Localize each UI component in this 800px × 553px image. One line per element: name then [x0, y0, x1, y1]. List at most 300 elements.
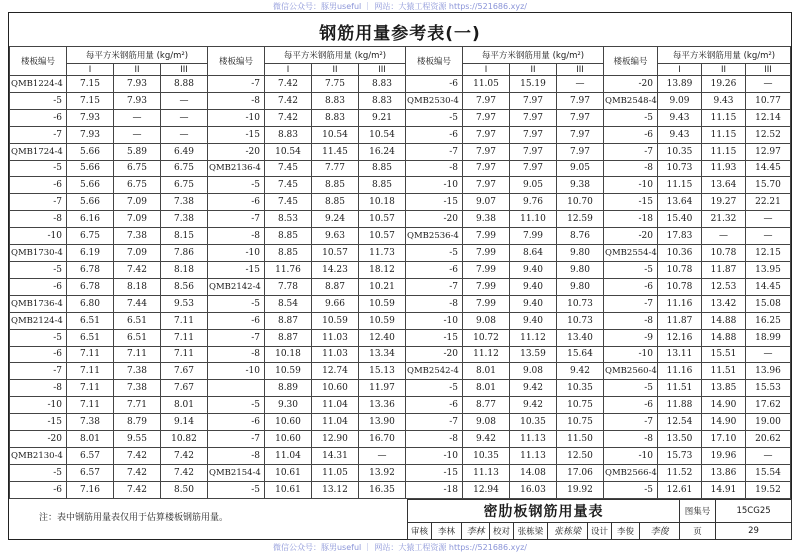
rebar-value: 7.42: [161, 464, 208, 481]
header-slab-code: 楼板编号: [10, 47, 67, 76]
rebar-value: 9.80: [557, 245, 604, 262]
drawing-sheet: [8, 12, 792, 540]
rebar-value: 9.30: [265, 397, 312, 414]
table-row: [604, 329, 791, 346]
rebar-value: 16.70: [359, 431, 406, 448]
rebar-value: 10.75: [557, 414, 604, 431]
rebar-value: 6.57: [67, 464, 114, 481]
table-row: [604, 481, 791, 498]
rebar-value: —: [746, 76, 791, 93]
rebar-value: 6.80: [67, 295, 114, 312]
table-row: [10, 295, 208, 312]
rebar-value: 6.19: [67, 245, 114, 262]
rebar-value: 12.50: [557, 447, 604, 464]
table-row: [208, 464, 406, 481]
rebar-value: 9.40: [510, 278, 557, 295]
header-usage: 每平方米钢筋用量 (kg/m²): [265, 47, 406, 64]
rebar-value: 9.80: [557, 261, 604, 278]
rebar-value: 9.09: [658, 92, 702, 109]
rebar-value: 13.86: [702, 464, 746, 481]
rebar-value: 7.16: [67, 481, 114, 498]
rebar-value: —: [746, 447, 791, 464]
rebar-value: 15.40: [658, 211, 702, 228]
rebar-value: 10.35: [510, 414, 557, 431]
rebar-value: 6.51: [114, 329, 161, 346]
table-row: [10, 431, 208, 448]
table-row: [604, 397, 791, 414]
rebar-value: 11.13: [463, 464, 510, 481]
table-row: [208, 160, 406, 177]
rebar-value: 11.88: [658, 397, 702, 414]
rebar-value: 11.50: [557, 431, 604, 448]
slab-code: -7: [604, 143, 658, 160]
rebar-value: 10.70: [557, 194, 604, 211]
table-row: [10, 397, 208, 414]
rebar-value: 12.16: [658, 329, 702, 346]
page-label: 页: [680, 522, 716, 539]
rebar-value: 11.10: [510, 211, 557, 228]
rebar-value: —: [161, 92, 208, 109]
slab-code: -5: [406, 109, 463, 126]
slab-code: -8: [406, 295, 463, 312]
rebar-value: 8.87: [265, 312, 312, 329]
rebar-value: 13.12: [312, 481, 359, 498]
rebar-value: 7.15: [67, 92, 114, 109]
rebar-value: 6.51: [67, 312, 114, 329]
table-row: [406, 346, 604, 363]
rebar-value: 14.90: [702, 397, 746, 414]
table-row: [10, 160, 208, 177]
rebar-value: —: [114, 126, 161, 143]
rebar-value: 6.75: [161, 160, 208, 177]
rebar-value: 7.93: [114, 76, 161, 93]
slab-code: QMB2130-4: [10, 447, 67, 464]
rebar-value: 10.72: [463, 329, 510, 346]
rebar-value: 10.60: [312, 380, 359, 397]
rebar-value: 9.42: [510, 380, 557, 397]
rebar-value: 9.43: [702, 92, 746, 109]
rebar-value: 15.54: [746, 464, 791, 481]
rebar-value: 13.64: [702, 177, 746, 194]
rebar-value: 8.01: [67, 431, 114, 448]
rebar-value: 14.88: [702, 312, 746, 329]
rebar-value: 14.45: [746, 160, 791, 177]
header-grade: I: [67, 64, 114, 76]
table-row: [406, 126, 604, 143]
rebar-value: 10.78: [658, 261, 702, 278]
rebar-value: 18.99: [746, 329, 791, 346]
table-row: [604, 363, 791, 380]
header-usage: 每平方米钢筋用量 (kg/m²): [658, 47, 791, 64]
rebar-value: 7.97: [463, 109, 510, 126]
rebar-value: 7.97: [463, 177, 510, 194]
table-row: [10, 76, 208, 93]
table-row: [10, 380, 208, 397]
rebar-value: 11.51: [658, 380, 702, 397]
table-row: [604, 295, 791, 312]
table-row: [406, 397, 604, 414]
rebar-value: 14.90: [702, 414, 746, 431]
slab-code: QMB2154-4: [208, 464, 265, 481]
rebar-value: 8.87: [265, 329, 312, 346]
rebar-value: 7.11: [67, 346, 114, 363]
table-row: [10, 194, 208, 211]
rebar-value: 7.42: [114, 464, 161, 481]
rebar-value: 7.42: [114, 447, 161, 464]
rebar-value: 8.18: [161, 261, 208, 278]
rebar-value: 7.75: [312, 76, 359, 93]
table-row: [604, 126, 791, 143]
rebar-value: 14.31: [312, 447, 359, 464]
rebar-value: 7.11: [67, 380, 114, 397]
slab-code: -6: [10, 278, 67, 295]
table-row: [406, 329, 604, 346]
rebar-value: 11.04: [312, 414, 359, 431]
rebar-value: 9.21: [359, 109, 406, 126]
rebar-value: 10.60: [265, 414, 312, 431]
rebar-value: 12.52: [746, 126, 791, 143]
table-row: [208, 245, 406, 262]
table-row: [208, 329, 406, 346]
rebar-value: 12.74: [312, 363, 359, 380]
slab-code: -5: [10, 92, 67, 109]
slab-code: -8: [604, 160, 658, 177]
table-row: [406, 447, 604, 464]
slab-code: -10: [604, 346, 658, 363]
rebar-value: 7.93: [114, 92, 161, 109]
rebar-value: 8.18: [114, 278, 161, 295]
table-row: [208, 481, 406, 498]
table-row: [10, 464, 208, 481]
rebar-value: 9.42: [463, 431, 510, 448]
rebar-value: 7.38: [161, 194, 208, 211]
rebar-value: 7.99: [463, 261, 510, 278]
table-row: [406, 194, 604, 211]
rebar-value: 12.59: [557, 211, 604, 228]
slab-code: -5: [208, 177, 265, 194]
rebar-value: 15.19: [510, 76, 557, 93]
rebar-value: 9.14: [161, 414, 208, 431]
slab-code: -9: [604, 329, 658, 346]
header-grade: III: [161, 64, 208, 76]
table-row: [208, 431, 406, 448]
header-usage: 每平方米钢筋用量 (kg/m²): [463, 47, 604, 64]
slab-code: -8: [604, 431, 658, 448]
rebar-value: 6.51: [114, 312, 161, 329]
rebar-table-block: [9, 46, 208, 499]
rebar-value: 5.66: [67, 143, 114, 160]
table-row: [10, 143, 208, 160]
table-row: [604, 228, 791, 245]
header-slab-code: 楼板编号: [208, 47, 265, 76]
slab-code: -6: [406, 126, 463, 143]
slab-code: -7: [10, 363, 67, 380]
rebar-value: 13.90: [359, 414, 406, 431]
rebar-value: 6.78: [67, 261, 114, 278]
rebar-value: 12.53: [702, 278, 746, 295]
table-row: [10, 414, 208, 431]
table-row: [604, 278, 791, 295]
slab-code: QMB2124-4: [10, 312, 67, 329]
rebar-value: —: [557, 76, 604, 93]
slab-code: -20: [406, 346, 463, 363]
rebar-value: 7.45: [265, 194, 312, 211]
rebar-value: 12.61: [658, 481, 702, 498]
rebar-value: 8.87: [312, 278, 359, 295]
rebar-value: 12.40: [359, 329, 406, 346]
rebar-value: 8.83: [359, 76, 406, 93]
rebar-value: 7.15: [67, 76, 114, 93]
rebar-value: 7.97: [463, 126, 510, 143]
rebar-value: 22.21: [746, 194, 791, 211]
rebar-value: 9.43: [658, 126, 702, 143]
rebar-value: 10.18: [265, 346, 312, 363]
rebar-value: 7.97: [557, 143, 604, 160]
table-row: [406, 177, 604, 194]
rebar-value: 10.35: [658, 143, 702, 160]
slab-code: -7: [208, 431, 265, 448]
rebar-value: 11.87: [702, 261, 746, 278]
table-row: [604, 76, 791, 93]
watermark-bottom: 微信公众号：豚男useful ｜ 网站：大猿工程资源 https://521686.xyz/: [272, 543, 528, 552]
rebar-value: 9.66: [312, 295, 359, 312]
rebar-value: 8.01: [463, 380, 510, 397]
rebar-value: 8.56: [161, 278, 208, 295]
rebar-value: 7.99: [510, 228, 557, 245]
slab-code: -6: [208, 194, 265, 211]
rebar-value: 8.85: [312, 177, 359, 194]
slab-code: QMB2542-4: [406, 363, 463, 380]
rebar-value: 10.54: [312, 126, 359, 143]
atlas-label: 图集号: [680, 500, 716, 523]
rebar-value: 6.16: [67, 211, 114, 228]
rebar-value: 9.40: [510, 295, 557, 312]
table-row: [10, 228, 208, 245]
rebar-value: 7.42: [265, 109, 312, 126]
header-grade: III: [557, 64, 604, 76]
header-grade: I: [463, 64, 510, 76]
slab-code: -5: [208, 295, 265, 312]
slab-code: -7: [406, 143, 463, 160]
rebar-value: 8.15: [161, 228, 208, 245]
header-grade: I: [265, 64, 312, 76]
rebar-value: 13.42: [702, 295, 746, 312]
rebar-value: 11.97: [359, 380, 406, 397]
drawing-name: 密肋板钢筋用量表: [408, 500, 680, 523]
rebar-value: 8.64: [510, 245, 557, 262]
rebar-value: 12.90: [312, 431, 359, 448]
rebar-value: —: [161, 126, 208, 143]
rebar-value: 12.14: [746, 109, 791, 126]
rebar-value: 10.54: [359, 126, 406, 143]
rebar-value: 9.24: [312, 211, 359, 228]
slab-code: -10: [208, 245, 265, 262]
slab-code: -10: [10, 228, 67, 245]
rebar-value: 10.59: [359, 312, 406, 329]
rebar-value: 11.03: [312, 346, 359, 363]
header-usage: 每平方米钢筋用量 (kg/m²): [67, 47, 208, 64]
table-row: [604, 109, 791, 126]
rebar-value: 8.83: [359, 92, 406, 109]
page-title: 钢筋用量参考表(一): [319, 24, 481, 44]
rebar-value: 7.42: [265, 76, 312, 93]
rebar-value: —: [702, 228, 746, 245]
rebar-table-block: [603, 46, 791, 499]
slab-code: -10: [10, 397, 67, 414]
slab-code: QMB2536-4: [406, 228, 463, 245]
slab-code: -20: [208, 143, 265, 160]
table-row: [208, 346, 406, 363]
rebar-value: 9.07: [463, 194, 510, 211]
rebar-value: 10.59: [312, 312, 359, 329]
rebar-value: 7.86: [161, 245, 208, 262]
rebar-table-block: [207, 46, 406, 499]
slab-code: -8: [208, 92, 265, 109]
rebar-value: 7.38: [114, 228, 161, 245]
reviewer-name: 李林: [432, 522, 462, 539]
rebar-value: 7.93: [67, 109, 114, 126]
rebar-value: 8.83: [312, 109, 359, 126]
slab-code: -7: [208, 211, 265, 228]
slab-code: -5: [406, 380, 463, 397]
rebar-value: —: [161, 109, 208, 126]
rebar-value: 6.51: [67, 329, 114, 346]
table-row: [406, 245, 604, 262]
slab-code: -15: [406, 329, 463, 346]
slab-code: -7: [10, 194, 67, 211]
table-row: [406, 211, 604, 228]
table-row: [208, 380, 406, 397]
table-row: [10, 211, 208, 228]
rebar-value: 10.18: [359, 194, 406, 211]
table-row: [406, 295, 604, 312]
table-row: [406, 464, 604, 481]
rebar-value: 8.53: [265, 211, 312, 228]
rebar-value: 13.64: [658, 194, 702, 211]
rebar-value: 8.83: [312, 92, 359, 109]
table-row: [406, 481, 604, 498]
rebar-value: 13.50: [658, 431, 702, 448]
rebar-value: 7.11: [161, 346, 208, 363]
rebar-value: 5.66: [67, 194, 114, 211]
rebar-value: 10.77: [746, 92, 791, 109]
slab-code: -7: [604, 295, 658, 312]
rebar-value: 10.57: [359, 228, 406, 245]
header-grade: II: [510, 64, 557, 76]
rebar-value: 11.93: [702, 160, 746, 177]
rebar-value: 10.36: [658, 245, 702, 262]
rebar-value: 7.11: [114, 346, 161, 363]
slab-code: -5: [10, 464, 67, 481]
rebar-value: 11.05: [463, 76, 510, 93]
rebar-value: 17.06: [557, 464, 604, 481]
table-row: [10, 312, 208, 329]
rebar-value: 7.99: [463, 278, 510, 295]
rebar-value: 13.85: [702, 380, 746, 397]
slab-code: -7: [406, 278, 463, 295]
rebar-value: 11.45: [312, 143, 359, 160]
rebar-value: 10.75: [557, 397, 604, 414]
header-slab-code: 楼板编号: [604, 47, 658, 76]
table-row: [604, 447, 791, 464]
slab-code: -10: [208, 363, 265, 380]
rebar-value: 7.38: [114, 380, 161, 397]
rebar-value: 7.97: [510, 143, 557, 160]
rebar-value: 7.42: [114, 261, 161, 278]
rebar-value: 15.73: [658, 447, 702, 464]
rebar-value: 12.15: [746, 245, 791, 262]
slab-code: -10: [604, 177, 658, 194]
header-grade: II: [312, 64, 359, 76]
checker-signature: 张栋梁: [548, 522, 588, 539]
slab-code: -7: [208, 76, 265, 93]
slab-code: -7: [406, 414, 463, 431]
rebar-value: 19.96: [702, 447, 746, 464]
slab-code: -8: [604, 312, 658, 329]
rebar-value: 7.11: [67, 363, 114, 380]
rebar-value: 9.08: [463, 414, 510, 431]
slab-code: -8: [208, 447, 265, 464]
slab-code: -5: [10, 329, 67, 346]
rebar-value: 7.97: [463, 143, 510, 160]
rebar-value: 11.04: [312, 397, 359, 414]
rebar-value: 8.85: [265, 228, 312, 245]
table-row: [10, 278, 208, 295]
rebar-value: 7.44: [114, 295, 161, 312]
rebar-value: 7.38: [114, 363, 161, 380]
table-row: [406, 160, 604, 177]
slab-code: QMB2548-4: [604, 92, 658, 109]
header-grade: III: [746, 64, 791, 76]
rebar-value: 15.08: [746, 295, 791, 312]
rebar-value: 8.88: [161, 76, 208, 93]
rebar-value: 14.23: [312, 261, 359, 278]
slab-code: -5: [10, 160, 67, 177]
table-row: [208, 177, 406, 194]
rebar-value: 8.85: [359, 177, 406, 194]
header-slab-code: 楼板编号: [406, 47, 463, 76]
rebar-value: 9.80: [557, 278, 604, 295]
rebar-value: 6.75: [114, 177, 161, 194]
slab-code: -7: [10, 126, 67, 143]
rebar-value: 15.13: [359, 363, 406, 380]
slab-code: -5: [604, 109, 658, 126]
rebar-value: 13.96: [746, 363, 791, 380]
rebar-value: 19.27: [702, 194, 746, 211]
table-row: [604, 464, 791, 481]
rebar-value: 7.97: [557, 92, 604, 109]
slab-code: -15: [208, 126, 265, 143]
table-note: 注：表中钢筋用量表仅用于估算楼板钢筋用量。: [39, 513, 229, 523]
rebar-value: 14.08: [510, 464, 557, 481]
slab-code: -6: [208, 312, 265, 329]
rebar-value: 10.78: [702, 245, 746, 262]
rebar-value: 7.71: [114, 397, 161, 414]
table-row: [10, 481, 208, 498]
rebar-value: 7.99: [463, 228, 510, 245]
rebar-value: 5.66: [67, 177, 114, 194]
slab-code: -18: [406, 481, 463, 498]
table-row: [604, 194, 791, 211]
rebar-value: —: [746, 228, 791, 245]
slab-code: -5: [208, 481, 265, 498]
rebar-value: 7.93: [67, 126, 114, 143]
rebar-value: 10.54: [265, 143, 312, 160]
table-row: [10, 447, 208, 464]
rebar-value: 11.87: [658, 312, 702, 329]
slab-code: QMB2142-4: [208, 278, 265, 295]
table-row: [406, 380, 604, 397]
